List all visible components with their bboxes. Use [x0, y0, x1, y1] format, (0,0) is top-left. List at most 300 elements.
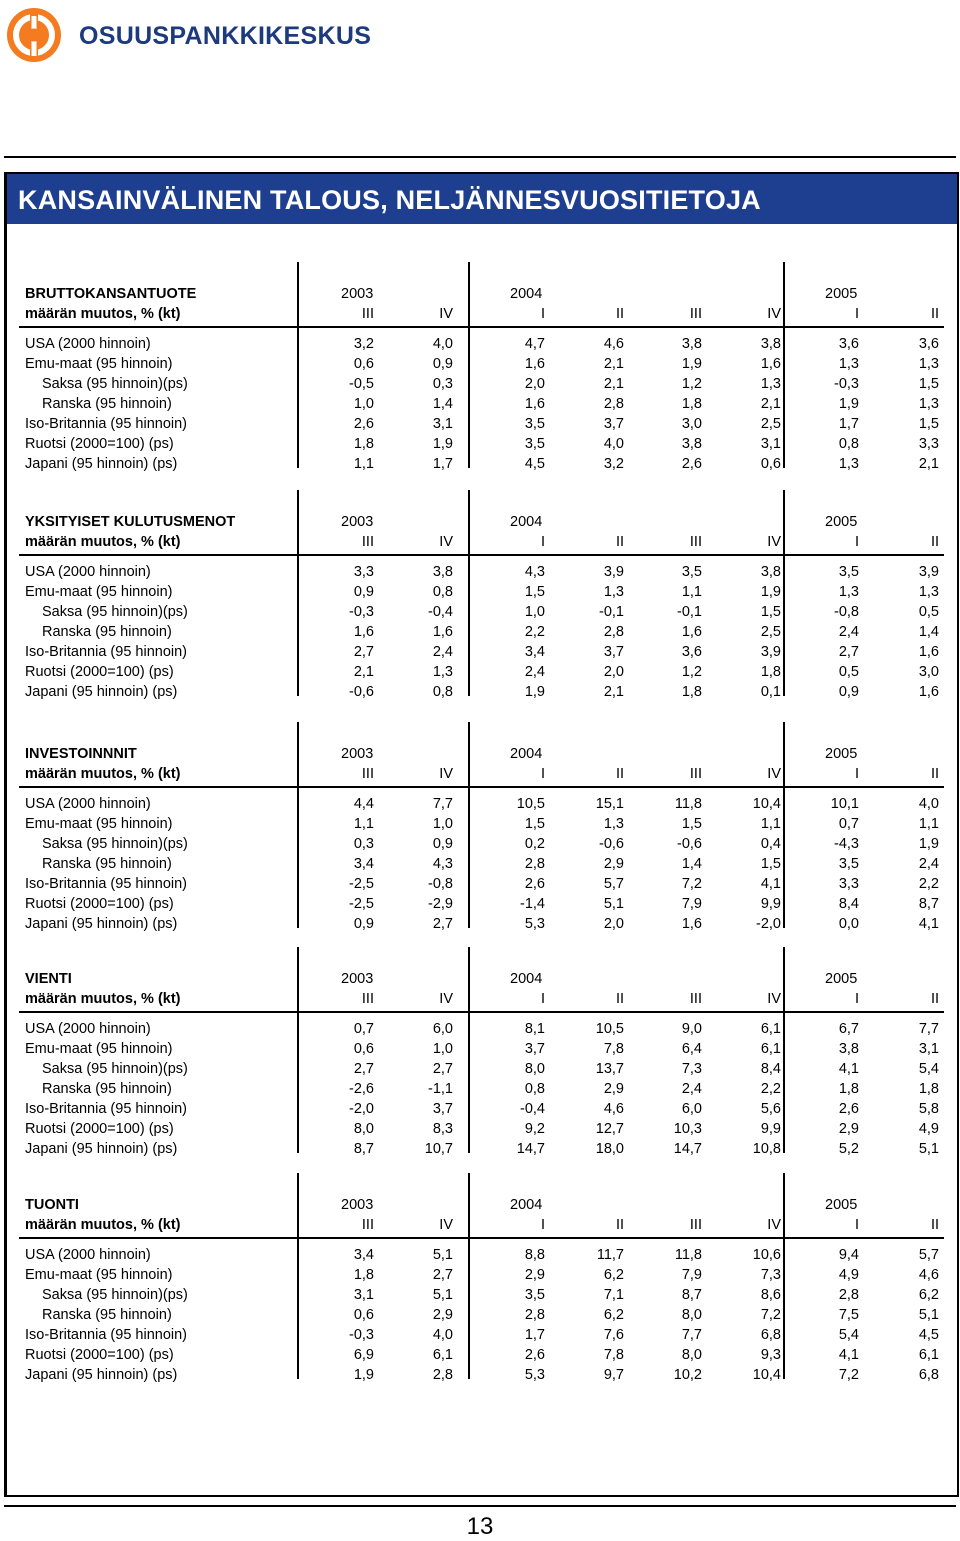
table-cell: 5,1 [918, 1307, 939, 1323]
table-cell: 3,2 [353, 336, 374, 352]
quarter-header: II [930, 991, 939, 1007]
column-divider [468, 1173, 470, 1379]
column-divider [783, 1173, 785, 1379]
table-cell: 7,7 [432, 796, 453, 812]
table-cell: -2,0 [349, 1101, 374, 1117]
table-cell: -0,8 [428, 876, 453, 892]
quarter-header: IV [439, 1217, 453, 1233]
table-cell: 6,9 [353, 1347, 374, 1363]
table-cell: 1,3 [918, 356, 939, 372]
table-cell: 2,7 [432, 1061, 453, 1077]
table-cell: 18,0 [595, 1141, 624, 1157]
table-cell: 0,9 [838, 684, 859, 700]
table-cell: 1,2 [681, 664, 702, 680]
row-label: Japani (95 hinnoin) (ps) [25, 916, 178, 932]
table-cell: 5,3 [524, 916, 545, 932]
year-header: 2004 [510, 286, 543, 302]
table-cell: 2,5 [760, 624, 781, 640]
table-cell: 3,8 [681, 336, 702, 352]
header-divider [19, 554, 944, 556]
table-cell: 3,7 [603, 644, 624, 660]
row-label: Emu-maat (95 hinnoin) [25, 356, 173, 372]
quarter-header: II [930, 306, 939, 322]
quarter-header: I [540, 1217, 545, 1233]
table-cell: 8,4 [760, 1061, 781, 1077]
table-cell: 2,6 [681, 456, 702, 472]
table-cell: 1,6 [524, 356, 545, 372]
table-cell: 1,9 [838, 396, 859, 412]
table-cell: 1,6 [432, 624, 453, 640]
section-title: TUONTI [25, 1197, 79, 1213]
table-cell: 2,6 [838, 1101, 859, 1117]
table-cell: 3,9 [918, 564, 939, 580]
table-cell: 7,7 [681, 1327, 702, 1343]
row-label: Ruotsi (2000=100) (ps) [25, 664, 174, 680]
table-cell: 2,6 [524, 876, 545, 892]
table-cell: 2,4 [918, 856, 939, 872]
table-cell: 6,8 [760, 1327, 781, 1343]
column-divider [297, 262, 299, 468]
table-cell: 1,9 [681, 356, 702, 372]
year-header: 2005 [825, 1197, 858, 1213]
table-cell: 0,8 [432, 584, 453, 600]
table-cell: 2,7 [432, 916, 453, 932]
table-cell: 1,1 [918, 816, 939, 832]
table-cell: 11,7 [596, 1247, 624, 1263]
table-cell: 1,9 [432, 436, 453, 452]
table-cell: 1,9 [353, 1367, 374, 1383]
table-cell: 3,0 [681, 416, 702, 432]
row-label: USA (2000 hinnoin) [25, 796, 151, 812]
table-cell: 8,0 [524, 1061, 545, 1077]
table-cell: 2,1 [603, 376, 624, 392]
table-cell: 10,2 [673, 1367, 702, 1383]
table-cell: 7,1 [603, 1287, 624, 1303]
column-divider [297, 947, 299, 1153]
table-cell: 7,7 [918, 1021, 939, 1037]
column-divider [297, 1173, 299, 1379]
column-divider [468, 722, 470, 928]
table-cell: 1,5 [524, 584, 545, 600]
table-cell: 4,7 [524, 336, 545, 352]
row-label: Japani (95 hinnoin) (ps) [25, 456, 178, 472]
row-label: Saksa (95 hinnoin)(ps) [42, 376, 188, 392]
quarter-header: III [361, 534, 374, 550]
quarter-header: II [615, 534, 624, 550]
table-cell: 1,8 [681, 396, 702, 412]
year-header: 2005 [825, 514, 858, 530]
table-cell: 2,8 [838, 1287, 859, 1303]
table-cell: 5,4 [838, 1327, 859, 1343]
table-cell: 7,8 [603, 1347, 624, 1363]
table-cell: 1,3 [603, 584, 624, 600]
table-cell: 2,2 [760, 1081, 781, 1097]
table-cell: 7,9 [681, 896, 702, 912]
table-cell: 3,9 [760, 644, 781, 660]
table-cell: 1,4 [681, 856, 702, 872]
table-cell: 1,4 [432, 396, 453, 412]
row-label: Iso-Britannia (95 hinnoin) [25, 1327, 188, 1343]
table-cell: 2,8 [603, 396, 624, 412]
table-cell: 8,8 [524, 1247, 545, 1263]
row-label: Japani (95 hinnoin) (ps) [25, 1141, 178, 1157]
table-cell: 1,6 [681, 916, 702, 932]
table-cell: 0,7 [838, 816, 859, 832]
table-cell: 1,1 [760, 816, 781, 832]
section-subtitle: määrän muutos, % (kt) [25, 534, 181, 550]
quarter-header: III [689, 991, 702, 1007]
table-cell: 3,3 [918, 436, 939, 452]
table-cell: 1,6 [760, 356, 781, 372]
table-cell: -0,1 [677, 604, 702, 620]
table-cell: -0,3 [349, 604, 374, 620]
table-cell: 2,0 [603, 916, 624, 932]
table-cell: 8,0 [353, 1121, 374, 1137]
row-label: USA (2000 hinnoin) [25, 336, 151, 352]
table-cell: 7,2 [760, 1307, 781, 1323]
table-cell: 1,5 [524, 816, 545, 832]
table-cell: 1,3 [838, 456, 859, 472]
table-cell: -0,6 [677, 836, 702, 852]
table-cell: 8,7 [918, 896, 939, 912]
table-cell: 2,1 [603, 684, 624, 700]
table-cell: 2,5 [760, 416, 781, 432]
table-cell: 4,9 [918, 1121, 939, 1137]
table-cell: 6,7 [838, 1021, 859, 1037]
table-cell: 4,1 [838, 1347, 859, 1363]
table-cell: 1,8 [918, 1081, 939, 1097]
table-cell: 7,2 [838, 1367, 859, 1383]
table-cell: 14,7 [516, 1141, 545, 1157]
table-cell: 6,8 [918, 1367, 939, 1383]
table-cell: 1,8 [838, 1081, 859, 1097]
table-cell: 11,8 [674, 1247, 702, 1263]
table-cell: 9,3 [760, 1347, 781, 1363]
table-cell: 3,6 [681, 644, 702, 660]
table-cell: 0,6 [353, 356, 374, 372]
quarter-header: IV [767, 1217, 781, 1233]
table-cell: 1,4 [918, 624, 939, 640]
table-cell: 3,5 [524, 1287, 545, 1303]
row-label: Ruotsi (2000=100) (ps) [25, 896, 174, 912]
page-title: KANSAINVÄLINEN TALOUS, NELJÄNNESVUOSITIETOJA [18, 185, 761, 215]
table-cell: 1,0 [432, 816, 453, 832]
table-cell: 2,7 [838, 644, 859, 660]
table-cell: 2,1 [353, 664, 374, 680]
table-cell: 1,3 [838, 356, 859, 372]
year-header: 2004 [510, 514, 543, 530]
table-cell: 4,6 [918, 1267, 939, 1283]
row-label: Ranska (95 hinnoin) [42, 1081, 172, 1097]
row-label: Iso-Britannia (95 hinnoin) [25, 416, 188, 432]
quarter-header: II [930, 1217, 939, 1233]
table-cell: 7,3 [760, 1267, 781, 1283]
table-cell: 3,1 [353, 1287, 374, 1303]
table-cell: 1,2 [681, 376, 702, 392]
quarter-header: III [361, 991, 374, 1007]
table-cell: 4,0 [603, 436, 624, 452]
table-cell: -0,4 [520, 1101, 545, 1117]
table-cell: 4,5 [524, 456, 545, 472]
table-cell: 1,6 [353, 624, 374, 640]
quarter-header: IV [439, 991, 453, 1007]
year-header: 2003 [341, 1197, 374, 1213]
table-cell: 1,7 [432, 456, 453, 472]
table-cell: 9,2 [524, 1121, 545, 1137]
section-subtitle: määrän muutos, % (kt) [25, 991, 181, 1007]
row-label: Ruotsi (2000=100) (ps) [25, 436, 174, 452]
section-title: INVESTOINNNIT [25, 746, 137, 762]
table-cell: 3,4 [524, 644, 545, 660]
table-cell: 2,2 [524, 624, 545, 640]
row-label: Ranska (95 hinnoin) [42, 856, 172, 872]
table-cell: 2,7 [432, 1267, 453, 1283]
table-cell: 8,7 [681, 1287, 702, 1303]
title-banner [7, 174, 957, 224]
table-cell: 2,6 [524, 1347, 545, 1363]
table-cell: 2,2 [918, 876, 939, 892]
table-cell: -2,5 [349, 876, 374, 892]
table-cell: 6,2 [918, 1287, 939, 1303]
section-subtitle: määrän muutos, % (kt) [25, 1217, 181, 1233]
table-cell: 2,9 [524, 1267, 545, 1283]
row-label: Saksa (95 hinnoin)(ps) [42, 1287, 188, 1303]
table-cell: 0,3 [353, 836, 374, 852]
table-cell: 2,8 [432, 1367, 453, 1383]
table-cell: 10,4 [752, 796, 781, 812]
table-cell: 4,0 [918, 796, 939, 812]
year-header: 2003 [341, 746, 374, 762]
quarter-header: I [540, 766, 545, 782]
quarter-header: III [689, 534, 702, 550]
table-cell: 0,9 [353, 916, 374, 932]
table-cell: 1,1 [353, 456, 374, 472]
table-cell: 2,8 [524, 1307, 545, 1323]
table-cell: 2,4 [681, 1081, 702, 1097]
table-cell: 0,6 [353, 1041, 374, 1057]
table-cell: 4,6 [603, 336, 624, 352]
column-divider [297, 722, 299, 928]
table-cell: 3,8 [681, 436, 702, 452]
table-cell: 8,0 [681, 1347, 702, 1363]
table-cell: 3,5 [838, 856, 859, 872]
table-cell: 3,5 [524, 436, 545, 452]
table-section [7, 1173, 957, 1383]
row-label: Saksa (95 hinnoin)(ps) [42, 836, 188, 852]
table-section [7, 947, 957, 1157]
quarter-header: III [689, 306, 702, 322]
year-header: 2003 [341, 971, 374, 987]
table-cell: 0,6 [760, 456, 781, 472]
table-cell: 3,8 [838, 1041, 859, 1057]
table-cell: 0,9 [353, 584, 374, 600]
table-cell: 3,4 [353, 856, 374, 872]
table-cell: 3,6 [838, 336, 859, 352]
table-cell: 4,9 [838, 1267, 859, 1283]
column-divider [468, 490, 470, 696]
year-header: 2003 [341, 286, 374, 302]
table-cell: 3,7 [603, 416, 624, 432]
tables-panel [4, 172, 959, 1497]
table-cell: 2,4 [432, 644, 453, 660]
table-cell: 7,9 [681, 1267, 702, 1283]
quarter-header: IV [439, 766, 453, 782]
table-cell: 0,6 [353, 1307, 374, 1323]
table-cell: 6,1 [432, 1347, 453, 1363]
table-cell: 9,0 [681, 1021, 702, 1037]
table-cell: 1,5 [918, 416, 939, 432]
table-cell: 3,1 [760, 436, 781, 452]
quarter-header: II [615, 766, 624, 782]
quarter-header: IV [767, 766, 781, 782]
table-cell: 5,1 [432, 1287, 453, 1303]
table-cell: 10,3 [673, 1121, 702, 1137]
table-cell: 3,5 [524, 416, 545, 432]
quarter-header: II [930, 534, 939, 550]
table-cell: 1,3 [838, 584, 859, 600]
table-cell: -0,6 [349, 684, 374, 700]
table-cell: 0,3 [432, 376, 453, 392]
bottom-divider [4, 1505, 956, 1507]
table-cell: 1,5 [760, 604, 781, 620]
table-cell: 1,8 [760, 664, 781, 680]
table-cell: 2,0 [524, 376, 545, 392]
table-cell: 0,2 [524, 836, 545, 852]
table-cell: 8,7 [353, 1141, 374, 1157]
table-cell: 4,5 [918, 1327, 939, 1343]
table-cell: 1,1 [353, 816, 374, 832]
row-label: Saksa (95 hinnoin)(ps) [42, 1061, 188, 1077]
table-cell: 0,1 [760, 684, 781, 700]
page-number: 13 [466, 1513, 494, 1540]
year-header: 2005 [825, 971, 858, 987]
section-subtitle: määrän muutos, % (kt) [25, 306, 181, 322]
table-cell: 3,3 [353, 564, 374, 580]
table-cell: 3,2 [603, 456, 624, 472]
table-cell: 4,3 [432, 856, 453, 872]
table-cell: 0,4 [760, 836, 781, 852]
table-cell: 9,4 [838, 1247, 859, 1263]
table-cell: 5,3 [524, 1367, 545, 1383]
table-cell: 3,4 [353, 1247, 374, 1263]
table-cell: 1,3 [760, 376, 781, 392]
table-cell: 3,3 [838, 876, 859, 892]
top-divider [4, 156, 956, 158]
table-cell: 4,1 [918, 916, 939, 932]
quarter-header: I [540, 534, 545, 550]
table-cell: 5,7 [918, 1247, 939, 1263]
table-cell: 4,3 [524, 564, 545, 580]
brand-name: OSUUSPANKKIKESKUS [79, 22, 372, 50]
table-cell: 1,5 [681, 816, 702, 832]
table-cell: 2,9 [838, 1121, 859, 1137]
column-divider [783, 490, 785, 696]
table-section [7, 490, 957, 700]
table-cell: 7,2 [681, 876, 702, 892]
row-label: Saksa (95 hinnoin)(ps) [42, 604, 188, 620]
quarter-header: I [854, 766, 859, 782]
year-header: 2004 [510, 1197, 543, 1213]
table-cell: 1,0 [524, 604, 545, 620]
table-cell: 7,8 [603, 1041, 624, 1057]
table-cell: 1,3 [603, 816, 624, 832]
quarter-header: IV [767, 306, 781, 322]
year-header: 2005 [825, 746, 858, 762]
table-cell: 8,0 [681, 1307, 702, 1323]
table-cell: 6,0 [681, 1101, 702, 1117]
table-cell: 13,7 [595, 1061, 624, 1077]
table-cell: -0,4 [428, 604, 453, 620]
table-cell: -0,8 [834, 604, 859, 620]
row-label: USA (2000 hinnoin) [25, 564, 151, 580]
table-cell: -4,3 [834, 836, 859, 852]
table-cell: 2,1 [918, 456, 939, 472]
table-cell: -1,4 [520, 896, 545, 912]
table-cell: 4,6 [603, 1101, 624, 1117]
table-cell: 8,1 [524, 1021, 545, 1037]
row-label: USA (2000 hinnoin) [25, 1247, 151, 1263]
quarter-header: IV [767, 534, 781, 550]
table-cell: 1,9 [918, 836, 939, 852]
table-cell: 0,9 [432, 356, 453, 372]
table-cell: 6,1 [918, 1347, 939, 1363]
quarter-header: IV [439, 306, 453, 322]
table-cell: 5,2 [838, 1141, 859, 1157]
row-label: Iso-Britannia (95 hinnoin) [25, 1101, 188, 1117]
quarter-header: II [615, 991, 624, 1007]
row-label: Iso-Britannia (95 hinnoin) [25, 644, 188, 660]
table-cell: 3,9 [603, 564, 624, 580]
table-cell: 10,5 [516, 796, 545, 812]
table-cell: 2,1 [603, 356, 624, 372]
table-cell: 10,5 [595, 1021, 624, 1037]
header-divider [19, 786, 944, 788]
column-divider [783, 262, 785, 468]
year-header: 2004 [510, 971, 543, 987]
table-cell: 3,5 [838, 564, 859, 580]
table-cell: -0,5 [349, 376, 374, 392]
table-cell: 3,8 [432, 564, 453, 580]
section-title: YKSITYISET KULUTUSMENOT [25, 514, 236, 530]
header-divider [19, 1237, 944, 1239]
table-cell: 3,1 [918, 1041, 939, 1057]
quarter-header: II [930, 766, 939, 782]
table-cell: 1,1 [681, 584, 702, 600]
row-label: Ruotsi (2000=100) (ps) [25, 1121, 174, 1137]
table-cell: 2,6 [353, 416, 374, 432]
row-label: Emu-maat (95 hinnoin) [25, 816, 173, 832]
row-label: Japani (95 hinnoin) (ps) [25, 1367, 178, 1383]
column-divider [468, 947, 470, 1153]
table-cell: 5,1 [918, 1141, 939, 1157]
quarter-header: I [540, 306, 545, 322]
table-cell: -2,0 [756, 916, 781, 932]
table-cell: -0,1 [599, 604, 624, 620]
table-cell: 1,3 [918, 584, 939, 600]
table-cell: 8,4 [838, 896, 859, 912]
table-cell: 2,9 [603, 856, 624, 872]
quarter-header: IV [767, 991, 781, 1007]
table-cell: 11,8 [674, 796, 702, 812]
row-label: Emu-maat (95 hinnoin) [25, 1267, 173, 1283]
table-cell: 3,0 [918, 664, 939, 680]
table-cell: 0,0 [838, 916, 859, 932]
row-label: USA (2000 hinnoin) [25, 1021, 151, 1037]
table-cell: -2,5 [349, 896, 374, 912]
table-cell: 3,7 [432, 1101, 453, 1117]
table-cell: -0,6 [599, 836, 624, 852]
table-cell: 9,9 [760, 1121, 781, 1137]
